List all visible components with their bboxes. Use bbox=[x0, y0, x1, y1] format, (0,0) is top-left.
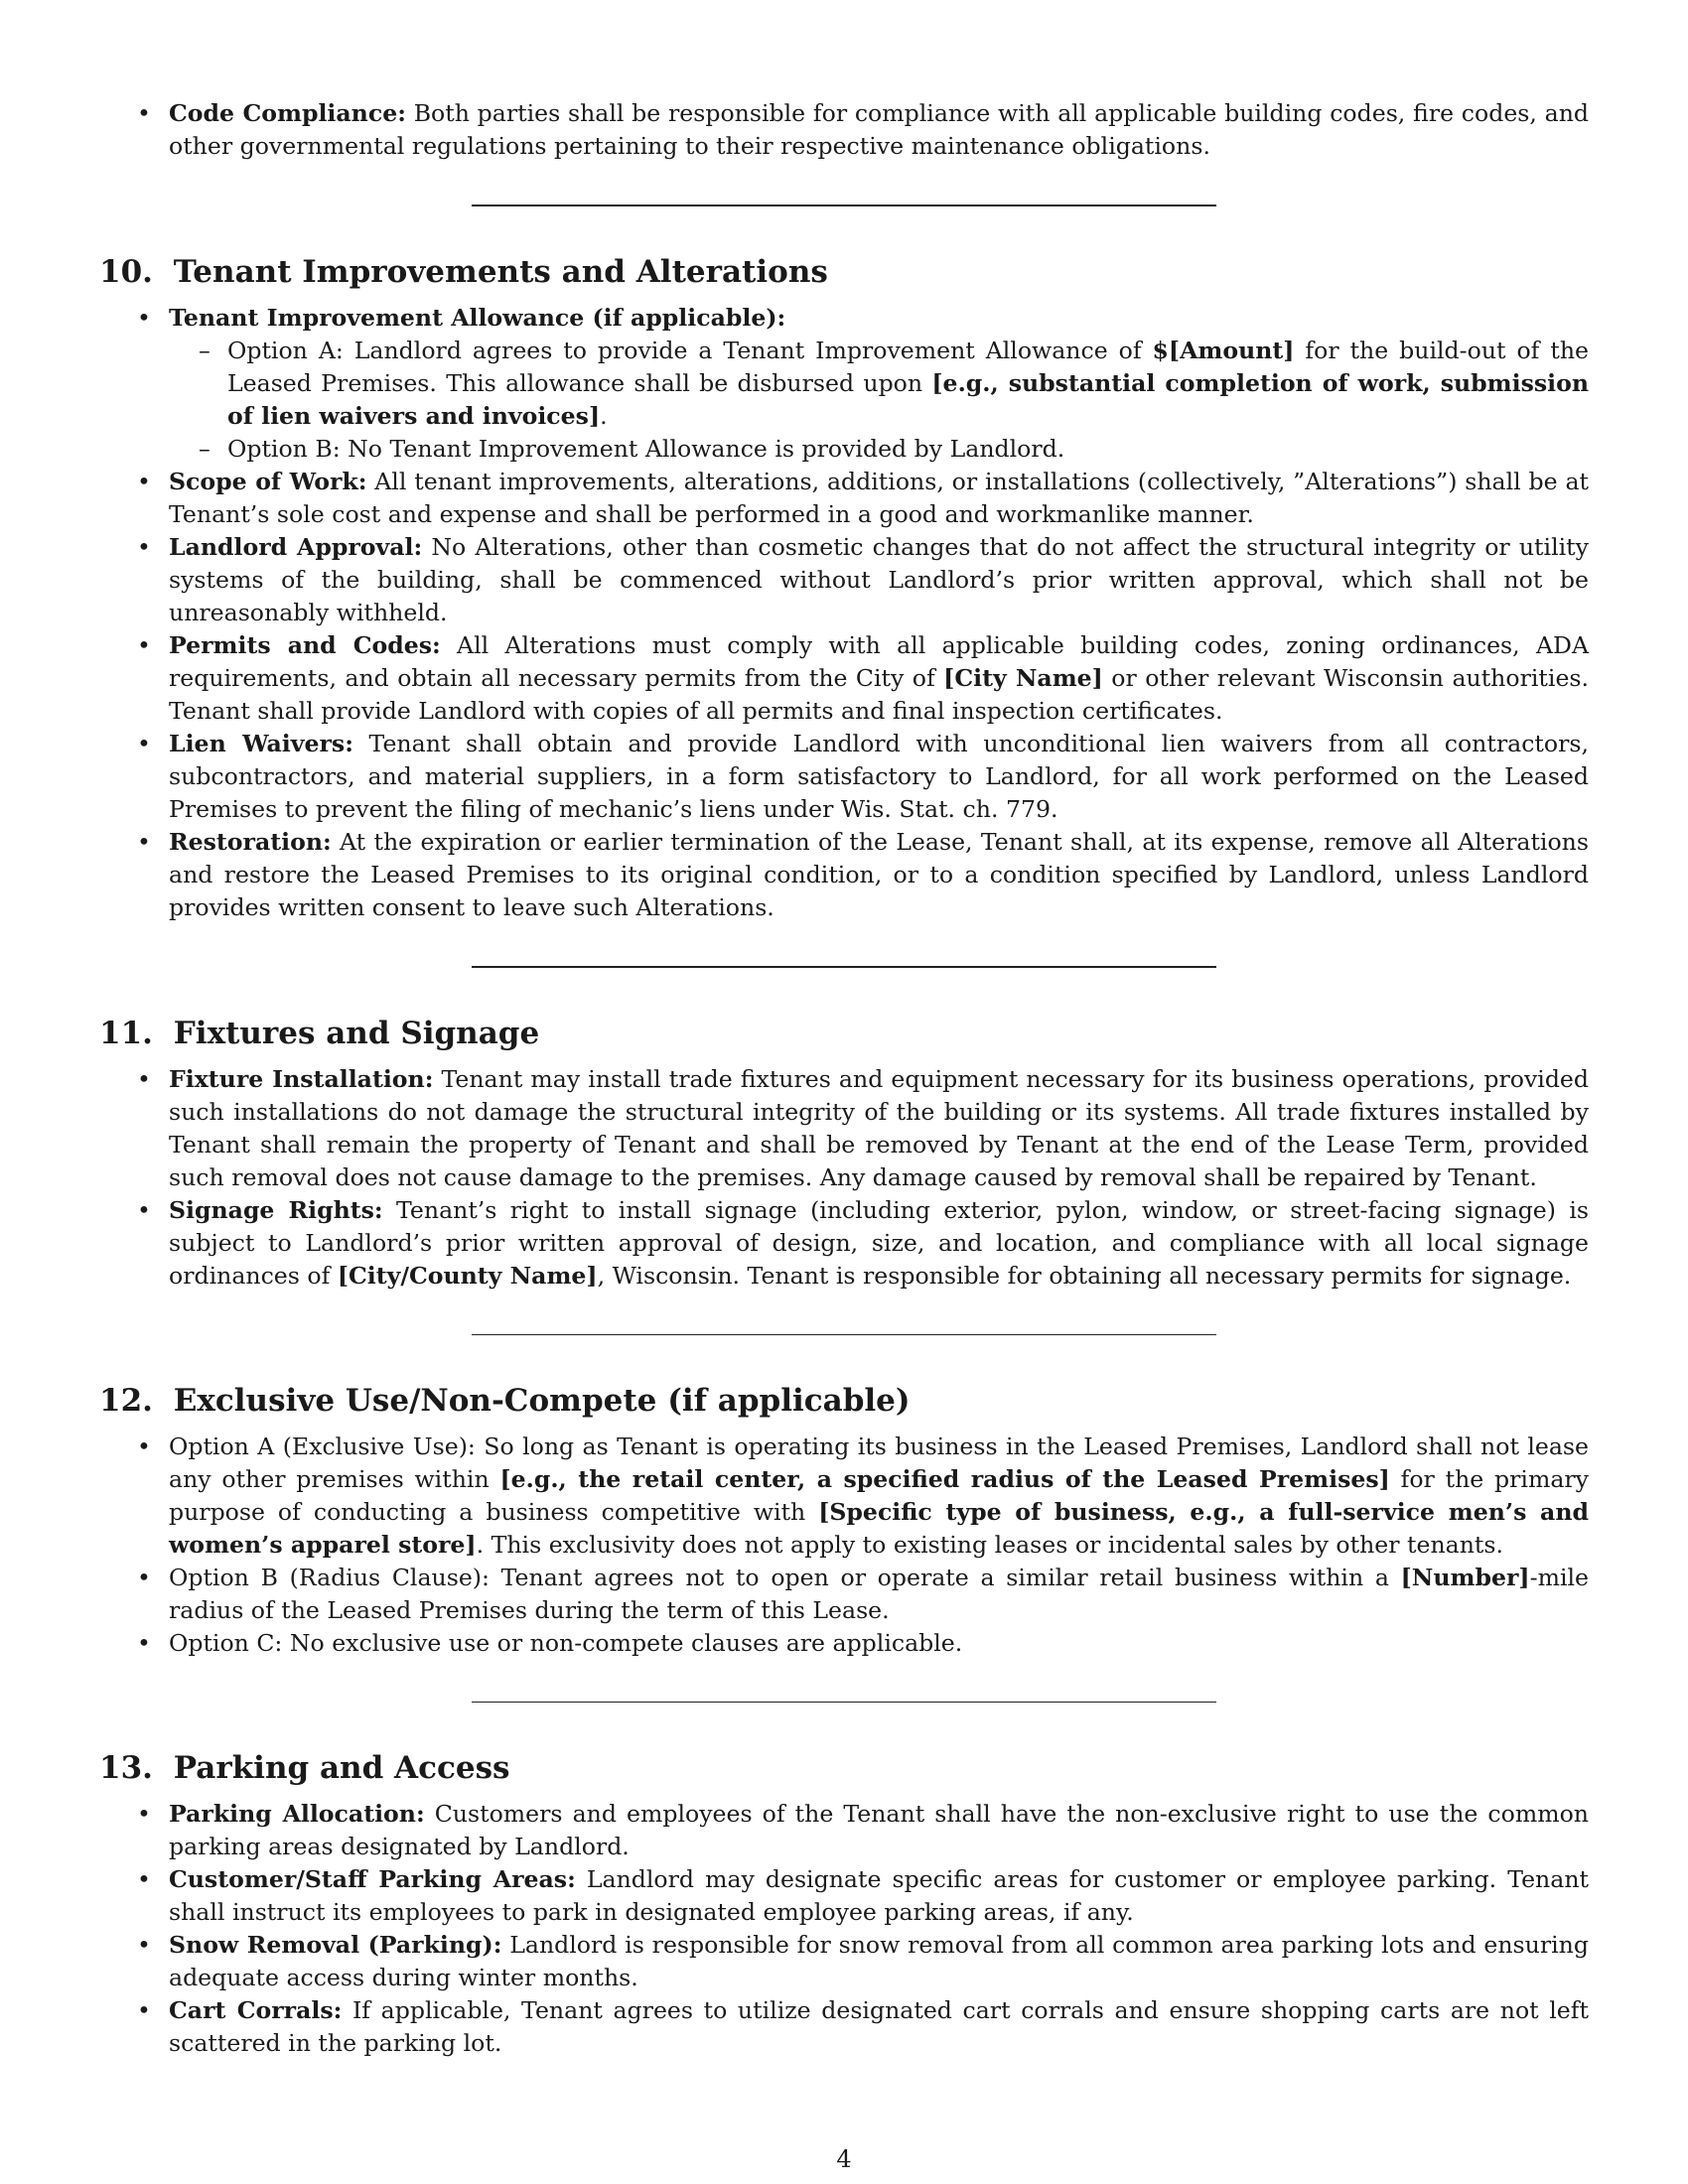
list-item bbox=[99, 826, 1589, 924]
item-text: Tenant may install trade fixtures and equipment necessary for its business operations, provided such installations do not damage the structural integrity of the building or its systems. All trade fixtures installed by Tenant shall remain the property of Tenant and shall be removed by Tenant at the end of the Lease Term, provided such removal does not cause damage to the premises. Any damage caused by removal shall be repaired by Tenant. bbox=[169, 1065, 1589, 1191]
list-item bbox=[99, 1798, 1589, 1863]
section-divider bbox=[472, 205, 1216, 206]
section-number: 13. bbox=[99, 1750, 153, 1786]
item-text: If applicable, Tenant agrees to utilize designated cart corrals and ensure shopping carts are not left scattered in the parking lot. bbox=[169, 1996, 1589, 2057]
item-text: Option C: No exclusive use or non-compete clauses are applicable. bbox=[169, 1629, 963, 1657]
item-text: Tenant’s right to install signage (including exterior, pylon, window, or street-facing signage) is subject to Landlord’s prior written approval of design, size, and location, and compliance with all local signage ordinances of bbox=[169, 1196, 1589, 1290]
list-item bbox=[99, 1627, 1589, 1660]
item-text: Option A (Exclusive Use): So long as Tenant is operating its business in the Leased Premises, Landlord shall not lease any other premises within bbox=[169, 1433, 1589, 1493]
section-divider bbox=[472, 1702, 1216, 1703]
page-number: 4 bbox=[836, 2145, 852, 2173]
section-heading bbox=[99, 1748, 1589, 1788]
placeholder-condition: [e.g., substantial completion of work, submission of lien waivers and invoices] bbox=[227, 369, 1589, 430]
section-10 bbox=[99, 252, 1589, 924]
section-number: 11. bbox=[99, 1016, 153, 1051]
section-number: 10. bbox=[99, 254, 153, 290]
item-label: Parking Allocation: bbox=[169, 1800, 425, 1828]
item-label: Customer/Staff Parking Areas: bbox=[169, 1865, 576, 1893]
section-title: Parking and Access bbox=[173, 1750, 510, 1786]
list-item bbox=[99, 531, 1589, 629]
sub-item-option-a bbox=[169, 335, 1589, 433]
placeholder-amount: $[Amount] bbox=[1152, 337, 1295, 364]
section-title: Tenant Improvements and Alterations bbox=[173, 254, 828, 290]
item-text: for the primary purpose of conducting a business competitive with bbox=[169, 1465, 1589, 1526]
section-heading bbox=[99, 1014, 1589, 1053]
item-text: Tenant shall obtain and provide Landlord with unconditional lien waivers from all contractors, subcontractors, and material suppliers, in a form satisfactory to Landlord, for all work performed on the Leased Premises to prevent the filing of mechanic’s liens under Wis. Stat. ch. 779. bbox=[169, 730, 1589, 823]
placeholder-area: [e.g., the retail center, a specified radius of the Leased Premises] bbox=[499, 1465, 1390, 1493]
item-label: Permits and Codes: bbox=[169, 631, 441, 659]
list-item bbox=[99, 1929, 1589, 1994]
item-text: No Alterations, other than cosmetic changes that do not affect the structural integrity or utility systems of the building, shall be commenced without Landlord’s prior written approval, which shall not be unreasonably withheld. bbox=[169, 533, 1589, 626]
section-title: Fixtures and Signage bbox=[173, 1016, 540, 1051]
section-title: Exclusive Use/Non-Compete (if applicable) bbox=[173, 1383, 911, 1419]
item-text: All tenant improvements, alterations, additions, or installations (collectively, ”Alterations”) shall be at Tenant’s sole cost and expense and shall be performed in a good and workmanlike manner. bbox=[169, 468, 1589, 528]
text-run: Option A: Landlord agrees to provide a Tenant Improvement Allowance of bbox=[227, 337, 1153, 364]
section-divider bbox=[472, 1334, 1216, 1335]
item-label: Scope of Work: bbox=[169, 468, 367, 495]
section-heading bbox=[99, 252, 1589, 292]
item-label: Lien Waivers: bbox=[169, 730, 353, 757]
list-item bbox=[99, 1194, 1589, 1293]
section-heading bbox=[99, 1381, 1589, 1421]
list-item bbox=[99, 1562, 1589, 1627]
placeholder-business: [Specific type of business, e.g., a full-service men’s and women’s apparel store] bbox=[169, 1498, 1589, 1559]
code-compliance-list bbox=[99, 97, 1589, 163]
item-text: Customers and employees of the Tenant shall have the non-exclusive right to use the common parking areas designated by Landlord. bbox=[169, 1800, 1589, 1860]
list-item bbox=[99, 1994, 1589, 2060]
item-label: Tenant Improvement Allowance (if applicable): bbox=[169, 304, 786, 332]
section-number: 12. bbox=[99, 1383, 153, 1419]
text-run: for the build-out of the Leased Premises. This allowance shall be disbursed upon bbox=[227, 337, 1589, 397]
list-item bbox=[99, 629, 1589, 728]
placeholder-city: [City Name] bbox=[943, 664, 1103, 692]
text-run: Option B: No Tenant Improvement Allowance is provided by Landlord. bbox=[227, 435, 1065, 463]
list-item bbox=[99, 97, 1589, 163]
sub-list bbox=[169, 335, 1589, 466]
item-label: Landlord Approval: bbox=[169, 533, 423, 561]
item-text: . This exclusivity does not apply to existing leases or incidental sales by other tenants. bbox=[476, 1531, 1504, 1559]
sub-item-option-b bbox=[169, 433, 1589, 466]
item-text: Both parties shall be responsible for compliance with all applicable building codes, fire codes, and other governmental regulations pertaining to their respective maintenance obligations. bbox=[169, 99, 1590, 160]
item-text: All Alterations must comply with all applicable building codes, zoning ordinances, ADA requirements, and obtain all necessary permits from the City of bbox=[169, 631, 1589, 692]
item-text: Option B (Radius Clause): Tenant agrees not to open or operate a similar retail business within a bbox=[169, 1564, 1401, 1591]
list-item bbox=[99, 1431, 1589, 1562]
section-11 bbox=[99, 1014, 1589, 1293]
section-list bbox=[99, 1798, 1589, 2060]
section-list bbox=[99, 1431, 1589, 1660]
item-text: , Wisconsin. Tenant is responsible for obtaining all necessary permits for signage. bbox=[597, 1262, 1572, 1290]
list-item bbox=[99, 302, 1589, 466]
section-divider bbox=[472, 966, 1216, 968]
item-text: At the expiration or earlier termination of the Lease, Tenant shall, at its expense, remove all Alterations and restore the Leased Premises to its original condition, or to a condition specified by Landlord, unless Landlord provides written consent to leave such Alterations. bbox=[169, 828, 1589, 921]
text-run: . bbox=[600, 402, 608, 430]
item-label: Snow Removal (Parking): bbox=[169, 1931, 502, 1959]
section-list bbox=[99, 302, 1589, 924]
item-label: Fixture Installation: bbox=[169, 1065, 434, 1093]
list-item bbox=[99, 1063, 1589, 1194]
section-13 bbox=[99, 1748, 1589, 2060]
item-label: Cart Corrals: bbox=[169, 1996, 343, 2024]
section-12 bbox=[99, 1381, 1589, 1660]
item-text: -mile radius of the Leased Premises during the term of this Lease. bbox=[169, 1564, 1589, 1624]
section-list bbox=[99, 1063, 1589, 1293]
item-text: Landlord is responsible for snow removal from all common area parking lots and ensuring adequate access during winter months. bbox=[169, 1931, 1589, 1991]
placeholder-city-county: [City/County Name] bbox=[337, 1262, 598, 1290]
list-item bbox=[99, 1863, 1589, 1929]
item-label: Code Compliance: bbox=[169, 99, 406, 127]
item-label: Restoration: bbox=[169, 828, 332, 856]
item-text: Landlord may designate specific areas for customer or employee parking. Tenant shall instruct its employees to park in designated employee parking areas, if any. bbox=[169, 1865, 1589, 1926]
item-text: or other relevant Wisconsin authorities. Tenant shall provide Landlord with copies of all permits and final inspection certificates. bbox=[169, 664, 1590, 725]
placeholder-number: [Number] bbox=[1400, 1564, 1530, 1591]
list-item bbox=[99, 728, 1589, 826]
document-page bbox=[99, 97, 1589, 2060]
item-label: Signage Rights: bbox=[169, 1196, 383, 1224]
list-item bbox=[99, 466, 1589, 531]
